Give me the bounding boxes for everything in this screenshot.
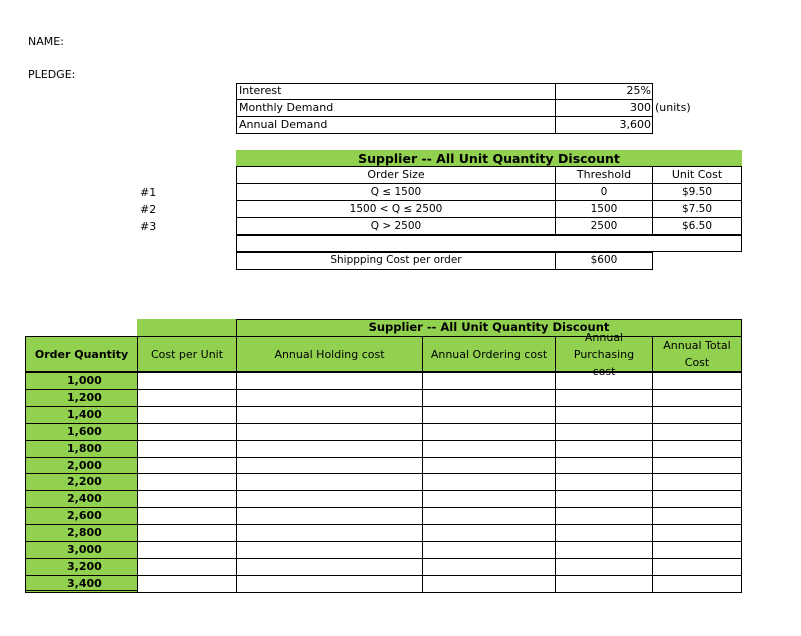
order-quantity-cell (25, 440, 138, 458)
purchasing-cost-cell[interactable] (555, 440, 653, 458)
pledge-label: PLEDGE: (28, 68, 76, 81)
shipping-cost-value[interactable]: $600 (590, 254, 618, 266)
cost-per-unit-header: Cost per Unit (150, 347, 224, 361)
total-cost-cell[interactable] (652, 406, 742, 424)
total-cost-cell[interactable] (652, 490, 742, 508)
holding-cost-cell[interactable] (236, 507, 423, 525)
order-quantity-cell (25, 473, 138, 491)
tier-threshold[interactable]: 1500 (590, 203, 618, 215)
annual-ordering-cost-header: Annual Ordering cost (430, 347, 548, 361)
ordering-cost-cell[interactable] (422, 423, 556, 441)
holding-cost-cell[interactable] (236, 575, 423, 593)
cost-per-unit-cell[interactable] (137, 372, 237, 390)
cost-per-unit-cell[interactable] (137, 490, 237, 508)
order-quantity-value: 3,400 (67, 577, 102, 590)
purchasing-cost-cell[interactable] (555, 490, 653, 508)
order-quantity-value: 1,400 (67, 408, 102, 421)
ordering-cost-cell[interactable] (422, 524, 556, 542)
cost-per-unit-cell[interactable] (137, 524, 237, 542)
order-quantity-value: 1,800 (67, 442, 102, 455)
tier-id: #3 (140, 220, 157, 233)
ordering-cost-cell[interactable] (422, 372, 556, 390)
cost-per-unit-cell[interactable] (137, 423, 237, 441)
total-cost-cell[interactable] (652, 524, 742, 542)
total-cost-cell[interactable] (652, 457, 742, 474)
purchasing-cost-cell[interactable] (555, 473, 653, 491)
order-quantity-cell (25, 406, 138, 424)
annual-demand-label: Annual Demand (239, 118, 328, 131)
interest-value[interactable]: 25% (626, 84, 651, 97)
ordering-cost-cell[interactable] (422, 389, 556, 407)
holding-cost-cell[interactable] (236, 541, 423, 559)
tier-unit-cost[interactable]: $7.50 (681, 203, 713, 215)
holding-cost-cell[interactable] (236, 558, 423, 576)
tier-threshold[interactable]: 2500 (590, 220, 618, 232)
tier-id: #1 (140, 186, 157, 199)
order-quantity-cell (25, 558, 138, 576)
order-quantity-cell (25, 389, 138, 407)
order-quantity-cell (25, 524, 138, 542)
purchasing-cost-cell[interactable] (555, 558, 653, 576)
order-quantity-value: 3,000 (67, 543, 102, 556)
tier-order-size: 1500 < Q ≤ 2500 (349, 203, 443, 215)
interest-label: Interest (239, 84, 282, 97)
tier-unit-cost[interactable]: $6.50 (681, 220, 713, 232)
order-quantity-cell (25, 423, 138, 441)
cost-per-unit-cell[interactable] (137, 575, 237, 593)
tier-order-size: Q ≤ 1500 (370, 186, 422, 198)
order-quantity-value: 2,400 (67, 492, 102, 505)
purchasing-cost-cell[interactable] (555, 423, 653, 441)
tier-id: #2 (140, 203, 157, 216)
order-quantity-cell (25, 541, 138, 559)
cost-per-unit-cell[interactable] (137, 541, 237, 559)
ordering-cost-cell[interactable] (422, 575, 556, 593)
ordering-cost-cell[interactable] (422, 541, 556, 559)
order-quantity-value: 1,200 (67, 391, 102, 404)
purchasing-cost-cell[interactable] (555, 372, 653, 390)
order-quantity-value: 1,000 (67, 374, 102, 387)
holding-cost-cell[interactable] (236, 524, 423, 542)
ordering-cost-cell[interactable] (422, 440, 556, 458)
purchasing-cost-cell[interactable] (555, 457, 653, 474)
order-quantity-cell (25, 507, 138, 525)
cost-per-unit-cell[interactable] (137, 389, 237, 407)
order-quantity-value: 1,600 (67, 425, 102, 438)
ordering-cost-cell[interactable] (422, 473, 556, 491)
total-cost-cell[interactable] (652, 440, 742, 458)
annual-holding-cost-header: Annual Holding cost (274, 347, 385, 361)
ordering-cost-cell[interactable] (422, 558, 556, 576)
total-cost-cell[interactable] (652, 541, 742, 559)
order-quantity-cell (25, 372, 138, 390)
monthly-demand-label: Monthly Demand (239, 101, 334, 114)
cost-per-unit-cell[interactable] (137, 507, 237, 525)
purchasing-cost-cell[interactable] (555, 406, 653, 424)
total-cost-cell[interactable] (652, 423, 742, 441)
total-cost-cell[interactable] (652, 558, 742, 576)
cost-per-unit-cell[interactable] (137, 406, 237, 424)
unit-cost-header: Unit Cost (671, 168, 723, 181)
holding-cost-cell[interactable] (236, 457, 423, 474)
order-quantity-header: Order Quantity (34, 347, 129, 361)
holding-cost-cell[interactable] (236, 372, 423, 390)
cost-per-unit-cell[interactable] (137, 457, 237, 474)
purchasing-cost-cell[interactable] (555, 524, 653, 542)
ordering-cost-cell[interactable] (422, 507, 556, 525)
order-size-header: Order Size (367, 168, 425, 181)
holding-cost-cell[interactable] (236, 473, 423, 491)
threshold-header: Threshold (576, 168, 632, 181)
ordering-cost-cell[interactable] (422, 457, 556, 474)
cost-per-unit-cell[interactable] (137, 558, 237, 576)
cost-per-unit-cell[interactable] (137, 440, 237, 458)
tier-order-size: Q > 2500 (370, 220, 422, 232)
purchasing-cost-cell[interactable] (555, 507, 653, 525)
shipping-cost-label: Shippping Cost per order (330, 254, 462, 266)
total-cost-cell[interactable] (652, 575, 742, 593)
name-label: NAME: (28, 35, 64, 48)
holding-cost-cell[interactable] (236, 406, 423, 424)
cost-per-unit-cell[interactable] (137, 473, 237, 491)
analysis-title: Supplier -- All Unit Quantity Discount (368, 320, 610, 334)
order-quantity-value: 2,200 (67, 475, 102, 488)
ordering-cost-cell[interactable] (422, 490, 556, 508)
ordering-cost-cell[interactable] (422, 406, 556, 424)
total-cost-cell[interactable] (652, 473, 742, 491)
monthly-demand-value[interactable]: 300 (630, 101, 651, 114)
total-cost-cell[interactable] (652, 507, 742, 525)
total-cost-cell[interactable] (652, 372, 742, 390)
purchasing-cost-cell[interactable] (555, 389, 653, 407)
holding-cost-cell[interactable] (236, 389, 423, 407)
purchasing-cost-cell[interactable] (555, 575, 653, 593)
order-quantity-value: 2,000 (67, 459, 102, 472)
annual-purchasing-cost-header: Annual Purchasing cost (573, 330, 635, 378)
order-quantity-value: 2,600 (67, 509, 102, 522)
units-note: (units) (655, 101, 691, 114)
annual-demand-value[interactable]: 3,600 (619, 118, 651, 131)
order-quantity-cell (25, 457, 138, 474)
order-quantity-cell (25, 490, 138, 508)
purchasing-cost-cell[interactable] (555, 541, 653, 559)
annual-total-cost-header: Annual Total Cost (663, 339, 731, 369)
tier-unit-cost[interactable]: $9.50 (681, 186, 713, 198)
holding-cost-cell[interactable] (236, 440, 423, 458)
holding-cost-cell[interactable] (236, 423, 423, 441)
holding-cost-cell[interactable] (236, 490, 423, 508)
order-quantity-value: 2,800 (67, 526, 102, 539)
tier-threshold[interactable]: 0 (600, 186, 608, 198)
total-cost-cell[interactable] (652, 389, 742, 407)
order-quantity-value: 3,200 (67, 560, 102, 573)
supplier-title: Supplier -- All Unit Quantity Discount (358, 151, 620, 166)
